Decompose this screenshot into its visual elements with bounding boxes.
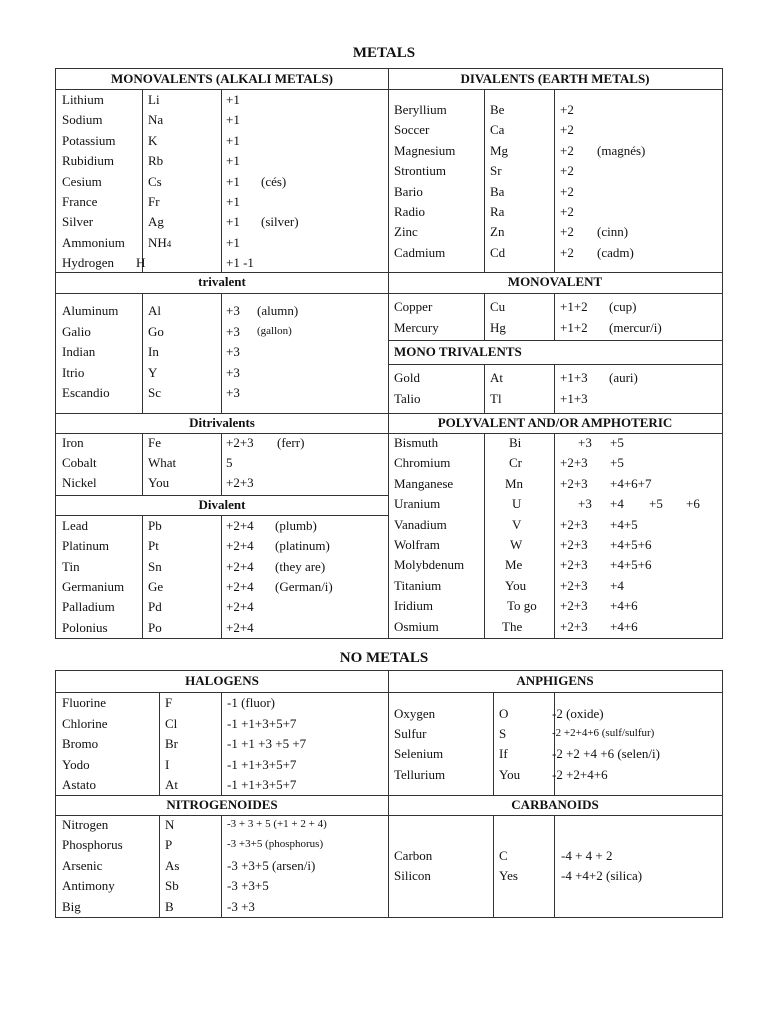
element-valence: -4 + 4 + 2 bbox=[561, 848, 613, 863]
element-name: Copper bbox=[394, 299, 433, 314]
element-symbol: O bbox=[499, 706, 509, 721]
element-name: Magnesium bbox=[394, 142, 456, 158]
element-name: Radio bbox=[394, 204, 426, 219]
element-symbol: Mg bbox=[490, 142, 509, 158]
element-valence: +1 bbox=[226, 153, 240, 169]
element-name: Polonius bbox=[62, 619, 108, 635]
valence-2: +4+6+7 bbox=[610, 475, 652, 491]
monovalent-header: MONOVALENT bbox=[507, 274, 603, 289]
element-symbol: Cr bbox=[509, 455, 522, 471]
element-note: (alumn) bbox=[257, 303, 299, 318]
valence-2: +4+5+6 bbox=[610, 537, 652, 552]
nitrogenoides-header: NITROGENOIDES bbox=[166, 797, 278, 812]
element-name: Vanadium bbox=[394, 516, 447, 532]
valence-4: +6 bbox=[686, 496, 700, 512]
element-name: Nitrogen bbox=[62, 817, 109, 832]
element-name: Arsenic bbox=[62, 857, 103, 873]
element-name: Yodo bbox=[62, 756, 90, 772]
valence-1: +2+3 bbox=[560, 537, 588, 552]
element-note: (they are) bbox=[275, 558, 326, 574]
element-symbol: V bbox=[512, 516, 522, 532]
valence-1: +2+3 bbox=[560, 557, 588, 573]
element-valence: +2 bbox=[560, 142, 574, 158]
element-name: Titanium bbox=[394, 577, 442, 593]
element-symbol: H bbox=[136, 255, 146, 271]
element-note: (cadm) bbox=[597, 244, 634, 260]
element-name: Tin bbox=[62, 558, 80, 574]
polyvalent-header: POLYVALENT AND/OR AMPHOTERIC bbox=[437, 415, 673, 430]
element-valence: +3 bbox=[226, 364, 240, 380]
element-name: Mercury bbox=[394, 319, 439, 335]
halogens-header: HALOGENS bbox=[185, 673, 259, 688]
element-symbol: Sc bbox=[148, 385, 161, 400]
element-valence: -3 +3+5 (arsen/i) bbox=[227, 857, 316, 873]
element-note: (German/i) bbox=[275, 578, 333, 594]
symbol-subscript: 4 bbox=[166, 238, 172, 249]
metals-title: METALS bbox=[352, 45, 416, 61]
element-valence: +2 bbox=[560, 163, 574, 179]
element-name: Itrio bbox=[62, 364, 85, 380]
element-symbol: Al bbox=[148, 303, 161, 318]
element-symbol: To go bbox=[507, 598, 537, 614]
valence-1: +2+3 bbox=[560, 577, 588, 593]
element-symbol: If bbox=[499, 746, 508, 762]
element-symbol: Pb bbox=[148, 518, 162, 533]
element-name: Antimony bbox=[62, 878, 115, 894]
element-symbol: Cd bbox=[490, 244, 506, 260]
element-valence: -3 +3+5 bbox=[227, 878, 269, 894]
element-symbol: N bbox=[165, 817, 175, 832]
element-valence: +2+4 bbox=[226, 599, 254, 615]
element-symbol: You bbox=[505, 577, 527, 593]
element-note: (gallon) bbox=[257, 324, 292, 337]
element-valence: -2 +2+4+6 bbox=[552, 766, 608, 782]
element-symbol: B bbox=[165, 898, 174, 914]
element-symbol: Rb bbox=[148, 153, 164, 169]
element-name: Uranium bbox=[394, 496, 441, 512]
element-valence: +3 bbox=[226, 323, 240, 339]
valence-2: +5 bbox=[610, 455, 624, 471]
element-valence: +2+4 bbox=[226, 558, 254, 574]
trivalent-header: trivalent bbox=[198, 274, 246, 289]
element-symbol: In bbox=[148, 344, 159, 359]
element-name: Iron bbox=[62, 435, 84, 450]
element-name: Soccer bbox=[394, 122, 430, 138]
element-name: Talio bbox=[394, 390, 421, 406]
element-name: Cadmium bbox=[394, 244, 446, 260]
element-symbol: P bbox=[165, 837, 173, 853]
metals-table bbox=[55, 68, 723, 639]
element-symbol: Bi bbox=[509, 435, 522, 450]
element-valence: +2+4 bbox=[226, 538, 254, 554]
element-name: Molybdenum bbox=[394, 557, 465, 573]
element-symbol: Be bbox=[490, 102, 505, 117]
element-name: Sulfur bbox=[394, 726, 427, 742]
element-name: Carbon bbox=[394, 848, 433, 863]
element-name: Strontium bbox=[394, 163, 447, 179]
valence-2: +4 bbox=[610, 496, 624, 512]
element-symbol: Cu bbox=[490, 299, 506, 314]
element-name: Chlorine bbox=[62, 715, 108, 731]
element-name: Rubidium bbox=[62, 153, 115, 169]
valence-1: +2+3 bbox=[560, 475, 588, 491]
element-note: (cinn) bbox=[597, 224, 629, 240]
element-valence: +3 bbox=[226, 385, 240, 400]
element-symbol: At bbox=[165, 777, 178, 792]
element-name: Silicon bbox=[394, 868, 431, 884]
element-name: Sodium bbox=[62, 112, 103, 128]
valence-1: +2+3 bbox=[560, 455, 588, 471]
element-symbol: Li bbox=[148, 92, 160, 107]
element-symbol: The bbox=[502, 618, 523, 634]
element-name: Selenium bbox=[394, 746, 444, 762]
element-symbol: Tl bbox=[490, 390, 502, 406]
element-name: Lithium bbox=[62, 92, 104, 107]
element-symbol: You bbox=[148, 475, 170, 491]
element-note: (auri) bbox=[609, 370, 638, 385]
element-valence: -1 +1 +3 +5 +7 bbox=[227, 736, 307, 751]
element-valence: -1 +1+3+5+7 bbox=[227, 715, 297, 731]
element-valence: +1 -1 bbox=[226, 255, 254, 271]
element-note: (mercur/i) bbox=[609, 319, 662, 335]
element-valence: -1 +1+3+5+7 bbox=[227, 777, 297, 792]
element-symbol: Br bbox=[165, 736, 178, 751]
element-symbol: U bbox=[512, 496, 522, 512]
element-note: (plumb) bbox=[275, 518, 317, 533]
element-valence: +1+3 bbox=[560, 390, 588, 406]
element-valence: +1 bbox=[226, 234, 240, 250]
element-symbol: Na bbox=[148, 112, 164, 128]
element-symbol: Ba bbox=[490, 183, 505, 199]
element-name: Cobalt bbox=[62, 455, 97, 471]
element-symbol: Y bbox=[148, 364, 158, 380]
element-name: Platinum bbox=[62, 538, 109, 554]
element-symbol: W bbox=[510, 537, 523, 552]
element-name: Bromo bbox=[62, 736, 99, 751]
element-name: Cesium bbox=[62, 173, 102, 189]
carbanoids-header: CARBANOIDS bbox=[511, 797, 599, 812]
element-symbol: NH4 bbox=[148, 234, 172, 250]
element-name: Astato bbox=[62, 777, 96, 792]
element-valence: +2 bbox=[560, 183, 574, 199]
element-symbol: Yes bbox=[499, 868, 518, 884]
monovalents-header: MONOVALENTS (ALKALI METALS) bbox=[111, 71, 333, 86]
element-valence: +2 bbox=[560, 102, 574, 117]
element-name: France bbox=[62, 194, 98, 209]
nonmetals-table bbox=[55, 670, 723, 918]
element-valence: +2 bbox=[560, 204, 574, 219]
element-symbol: Fr bbox=[148, 194, 160, 209]
element-valence: -2 +2 +4 +6 (selen/i) bbox=[552, 746, 660, 762]
element-name: Fluorine bbox=[62, 695, 107, 710]
element-symbol: Cs bbox=[148, 173, 162, 189]
valence-2: +4+5 bbox=[610, 516, 638, 532]
element-name: Zinc bbox=[394, 224, 418, 240]
valence-3: +5 bbox=[649, 496, 663, 512]
valence-1: +3 bbox=[578, 496, 592, 512]
valence-1: +2+3 bbox=[560, 598, 588, 614]
element-name: Osmium bbox=[394, 618, 439, 634]
element-name: Tellurium bbox=[394, 766, 446, 782]
element-valence: +1 bbox=[226, 194, 240, 209]
element-valence: +1 bbox=[226, 112, 240, 128]
anphigens-header: ANPHIGENS bbox=[516, 673, 594, 688]
element-name: Escandio bbox=[62, 385, 110, 400]
element-symbol: Cl bbox=[165, 715, 178, 731]
element-valence: -2 +2+4+6 (sulf/sulfur) bbox=[552, 727, 655, 740]
element-symbol: C bbox=[499, 848, 508, 863]
valence-1: +3 bbox=[578, 435, 592, 450]
element-symbol: S bbox=[499, 726, 507, 742]
element-valence: +2+4 bbox=[226, 518, 254, 533]
element-valence: +1+2 bbox=[560, 299, 588, 314]
element-name: Beryllium bbox=[394, 102, 447, 117]
element-symbol: Hg bbox=[490, 319, 506, 335]
element-name: Phosphorus bbox=[62, 837, 123, 853]
element-symbol: Mn bbox=[505, 475, 524, 491]
element-valence: +1+3 bbox=[560, 370, 588, 385]
element-name: Silver bbox=[62, 214, 94, 230]
divalents-earth-header: DIVALENTS (EARTH METALS) bbox=[460, 71, 650, 86]
element-valence: +3 bbox=[226, 344, 240, 359]
element-valence: +2 bbox=[560, 224, 574, 240]
element-name: Lead bbox=[62, 518, 88, 533]
element-name: Ammonium bbox=[62, 234, 125, 250]
element-name: Aluminum bbox=[62, 303, 119, 318]
valence-2: +4 bbox=[610, 577, 624, 593]
element-valence: 5 bbox=[226, 455, 233, 471]
element-symbol: Pd bbox=[148, 599, 162, 615]
element-name: Nickel bbox=[62, 475, 97, 491]
ditrivalents-header: Ditrivalents bbox=[189, 415, 255, 430]
element-name: Galio bbox=[62, 323, 91, 339]
element-name: Chromium bbox=[394, 455, 451, 471]
element-valence: +2+4 bbox=[226, 619, 254, 635]
element-symbol: Ra bbox=[490, 204, 505, 219]
element-symbol: Po bbox=[148, 619, 162, 635]
element-note: (cés) bbox=[261, 173, 287, 189]
element-name: Palladium bbox=[62, 599, 115, 615]
element-symbol: Ge bbox=[148, 578, 164, 594]
element-symbol: Go bbox=[148, 323, 164, 339]
element-name: Iridium bbox=[394, 598, 433, 614]
valence-2: +4+6 bbox=[610, 598, 638, 614]
element-valence: -3 +3 bbox=[227, 898, 255, 914]
element-symbol: At bbox=[490, 370, 503, 385]
element-valence: +1+2 bbox=[560, 319, 588, 335]
element-symbol: Fe bbox=[148, 435, 161, 450]
element-valence: -4 +4+2 (silica) bbox=[561, 868, 643, 884]
element-name: Bario bbox=[394, 183, 423, 199]
element-valence: +2 bbox=[560, 122, 574, 138]
element-valence: +2+3 bbox=[226, 435, 254, 450]
element-valence: -1 (fluor) bbox=[227, 695, 276, 710]
element-note: (ferr) bbox=[277, 435, 305, 450]
element-name: Wolfram bbox=[394, 537, 440, 552]
element-symbol: K bbox=[148, 132, 158, 148]
element-name: Potassium bbox=[62, 132, 116, 148]
element-name: Indian bbox=[62, 344, 96, 359]
element-name: Hydrogen bbox=[62, 255, 114, 271]
element-note: (silver) bbox=[261, 214, 299, 230]
element-symbol: I bbox=[165, 756, 170, 772]
valence-2: +4+5+6 bbox=[610, 557, 652, 573]
element-valence: -3 +3+5 (phosphorus) bbox=[227, 838, 324, 851]
element-symbol: You bbox=[499, 766, 521, 782]
element-symbol: Pt bbox=[148, 538, 159, 554]
element-valence: -2 (oxide) bbox=[552, 706, 604, 721]
element-valence: +1 bbox=[226, 132, 240, 148]
element-valence: +1 bbox=[226, 173, 240, 189]
element-symbol: Ag bbox=[148, 214, 164, 230]
element-name: Oxygen bbox=[394, 706, 436, 721]
valence-1: +2+3 bbox=[560, 516, 588, 532]
element-name: Manganese bbox=[394, 475, 454, 491]
element-name: Bismuth bbox=[394, 435, 439, 450]
mono-trivalents-header: MONO TRIVALENTS bbox=[394, 344, 522, 359]
element-valence: +3 bbox=[226, 303, 240, 318]
element-symbol: F bbox=[165, 695, 173, 710]
valence-2: +5 bbox=[610, 435, 624, 450]
element-name: Germanium bbox=[62, 578, 125, 594]
element-valence: +2 bbox=[560, 244, 574, 260]
element-valence: +2+4 bbox=[226, 578, 254, 594]
element-valence: +1 bbox=[226, 92, 240, 107]
element-symbol: Sn bbox=[148, 558, 162, 574]
element-symbol: Zn bbox=[490, 224, 505, 240]
valence-1: +2+3 bbox=[560, 618, 588, 634]
element-name: Big bbox=[62, 898, 81, 914]
element-symbol: Me bbox=[505, 557, 523, 573]
element-note: (cup) bbox=[609, 299, 637, 314]
element-valence: +2+3 bbox=[226, 475, 254, 491]
element-symbol: What bbox=[148, 455, 177, 471]
element-name: Gold bbox=[394, 370, 420, 385]
element-symbol: Ca bbox=[490, 122, 505, 138]
element-note: (magnés) bbox=[597, 142, 646, 158]
element-valence: -3 + 3 + 5 (+1 + 2 + 4) bbox=[227, 818, 327, 830]
element-symbol: As bbox=[165, 857, 180, 873]
divalent-header: Divalent bbox=[198, 497, 246, 512]
nonmetals-title: NO METALS bbox=[339, 650, 429, 666]
element-symbol: Sb bbox=[165, 878, 179, 894]
element-note: (platinum) bbox=[275, 538, 330, 554]
valence-2: +4+6 bbox=[610, 618, 638, 634]
element-valence: -1 +1+3+5+7 bbox=[227, 756, 297, 772]
element-valence: +1 bbox=[226, 214, 240, 230]
element-symbol: Sr bbox=[490, 163, 502, 179]
